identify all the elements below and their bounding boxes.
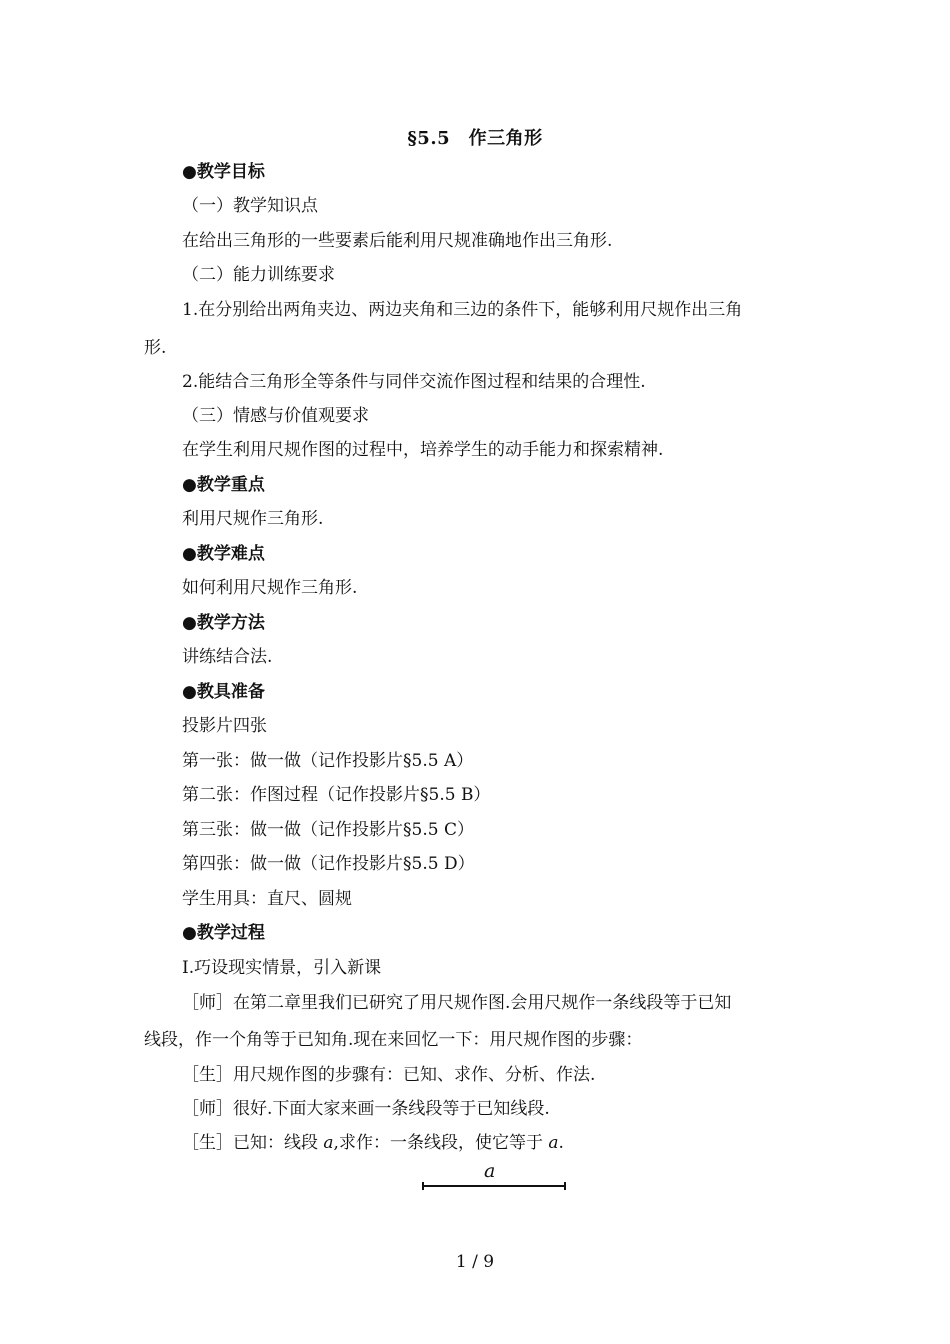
heading-key-points: ●教学重点: [182, 475, 265, 495]
list-item: 第四张：做一做（记作投影片§5.5 D）: [182, 854, 475, 874]
subheading-values: （三）情感与价值观要求: [182, 406, 369, 426]
subheading-ability: （二）能力训练要求: [182, 265, 335, 285]
paragraph: 讲练结合法.: [182, 647, 273, 667]
subheading-knowledge: （一）教学知识点: [182, 196, 318, 216]
variable-a: a: [323, 1133, 334, 1153]
segment-label: a: [484, 1160, 496, 1182]
paragraph: 在给出三角形的一些要素后能利用尺规准确地作出三角形.: [182, 231, 613, 251]
list-item: 第三张：做一做（记作投影片§5.5 C）: [182, 820, 474, 840]
text-part: ,求作：一条线段，使它等于: [333, 1133, 549, 1153]
text-part: ［生］已知：线段: [182, 1133, 324, 1153]
heading-difficulties: ●教学难点: [182, 544, 265, 564]
heading-methods: ●教学方法: [182, 613, 265, 633]
text-part: .: [558, 1133, 564, 1153]
paragraph: 投影片四张: [182, 716, 267, 736]
list-item: 第一张：做一做（记作投影片§5.5 A）: [182, 751, 474, 771]
variable-a: a: [548, 1133, 559, 1153]
paragraph: 2.能结合三角形全等条件与同伴交流作图过程和结果的合理性.: [182, 372, 646, 392]
dialogue-teacher: ［师］在第二章里我们已研究了用尺规作图.会用尺规作一条线段等于已知: [182, 993, 732, 1013]
paragraph-continuation: 形.: [144, 338, 167, 358]
line-segment-figure: [420, 1179, 568, 1193]
paragraph: 学生用具：直尺、圆规: [182, 889, 352, 909]
paragraph: 在学生利用尺规作图的过程中，培养学生的动手能力和探索精神.: [182, 440, 664, 460]
page-title: §5.5 作三角形: [407, 128, 543, 149]
paragraph: 1.在分别给出两角夹边、两边夹角和三边的条件下，能够利用尺规作出三角: [182, 300, 743, 320]
heading-teaching-goals: ●教学目标: [182, 162, 265, 182]
list-item: 第二张：作图过程（记作投影片§5.5 B）: [182, 785, 491, 805]
paragraph: 利用尺规作三角形.: [182, 509, 324, 529]
heading-materials: ●教具准备: [182, 682, 265, 702]
paragraph-continuation: 线段，作一个角等于已知角.现在来回忆一下：用尺规作图的步骤：: [144, 1030, 643, 1050]
section-heading: Ⅰ.巧设现实情景，引入新课: [182, 958, 382, 978]
heading-process: ●教学过程: [182, 923, 265, 943]
dialogue-teacher: ［师］很好.下面大家来画一条线段等于已知线段.: [182, 1099, 550, 1119]
paragraph: 如何利用尺规作三角形.: [182, 578, 358, 598]
page-number: 1 / 9: [455, 1252, 495, 1272]
dialogue-student: [182, 1132, 564, 1154]
dialogue-student: ［生］用尺规作图的步骤有：已知、求作、分析、作法.: [182, 1065, 596, 1085]
